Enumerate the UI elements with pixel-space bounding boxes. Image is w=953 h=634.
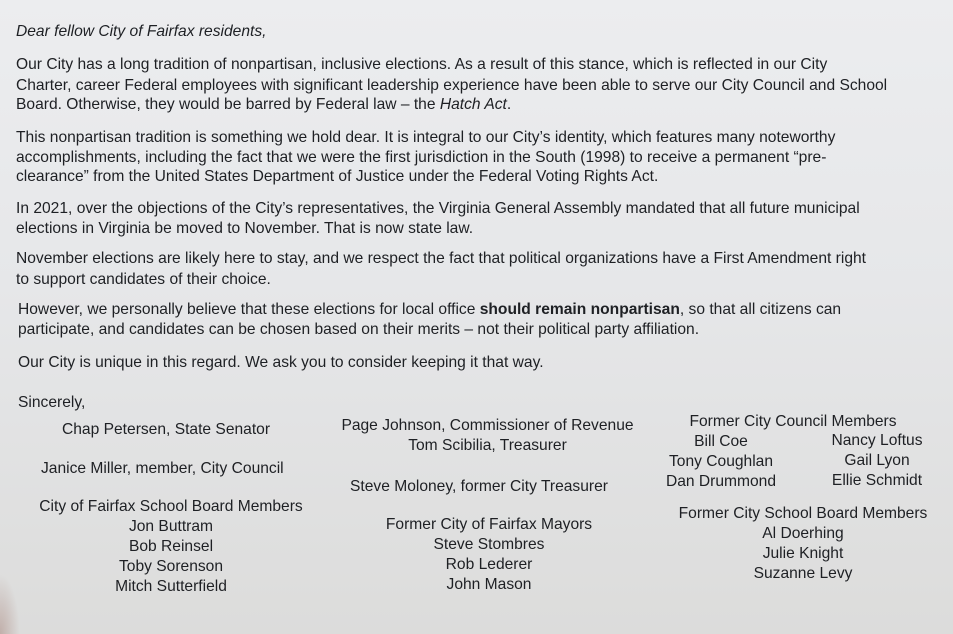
signatory-name: Steve Stombres <box>433 536 545 553</box>
paragraph-6: Our City is unique in this regard. We ask you to consider keeping it that way. <box>18 354 544 371</box>
letter-greeting: Dear fellow City of Fairfax residents, <box>16 23 267 40</box>
signatory-name: Dan Drummond <box>665 473 777 490</box>
paragraph-line: participate, and candidates can be chosen based on their merits – not their political party affiliation. <box>18 321 700 338</box>
paragraph-line: clearance” from the United States Department of Justice under the Federal Voting Rights Act. <box>16 168 659 185</box>
council-right-list <box>824 431 930 491</box>
signatory-name: Bill Coe <box>694 433 748 450</box>
signatory-name: Al Doerhing <box>762 525 844 542</box>
paragraph-line: to support candidates of their choice. <box>16 271 271 288</box>
council-left-list <box>660 432 782 492</box>
mayors-group <box>376 515 602 595</box>
paragraph-line: Our City has a long tradition of nonpartisan, inclusive elections. As a result of this stance, which is reflected in our City <box>16 56 828 73</box>
paragraph-line: In 2021, over the objections of the City’s representatives, the Virginia General Assembly mandated that all future municipal <box>16 200 860 217</box>
signatory-name: Rob Lederer <box>445 556 533 573</box>
signatory-name: Julie Knight <box>762 545 844 562</box>
signatory-name: Gail Lyon <box>844 452 910 469</box>
signatory-petersen: Chap Petersen, State Senator <box>62 421 271 438</box>
signatory-johnson: Page Johnson, Commissioner of Revenue <box>341 417 634 434</box>
closing: Sincerely, <box>18 394 86 411</box>
signatory-name: Ellie Schmidt <box>831 472 923 489</box>
signatory-name: Jon Buttram <box>128 518 214 535</box>
finger-shadow <box>0 574 20 634</box>
paragraph-line: This nonpartisan tradition is something we hold dear. It is integral to our City’s identity, which features many noteworthy <box>16 129 836 146</box>
emphasis-text: should remain nonpartisan <box>479 301 680 318</box>
paragraph-line: However, we personally believe that these elections for local office should remain nonpartisan, so that all citizens can <box>18 301 842 318</box>
signatory-scibilia: Tom Scibilia, Treasurer <box>408 437 567 454</box>
signatory-name: John Mason <box>446 576 532 593</box>
group-header: City of Fairfax School Board Members <box>39 498 303 515</box>
signatory-name: Bob Reinsel <box>128 538 214 555</box>
signatory-name: Tony Coughlan <box>668 453 774 470</box>
school-board-group <box>30 497 312 597</box>
signatory-name: Nancy Loftus <box>831 432 923 449</box>
signatory-miller: Janice Miller, member, City Council <box>41 460 284 477</box>
officers-group <box>340 416 635 456</box>
council-header: Former City Council Members <box>689 413 897 430</box>
group-header: Former City School Board Members <box>678 505 928 522</box>
hatch-act-text: Hatch Act <box>439 96 507 113</box>
paragraph-line: Charter, career Federal employees with significant leadership experience have been able to serve our City Council and School <box>16 77 888 94</box>
signatory-name: Suzanne Levy <box>753 565 853 582</box>
signatory-name: Mitch Sutterfield <box>115 578 227 595</box>
paragraph-line: accomplishments, including the fact that we were the first jurisdiction in the South (1998) to receive a permanent “pre- <box>16 149 827 166</box>
signatory-moloney: Steve Moloney, former City Treasurer <box>350 478 608 495</box>
paragraph-line: Board. Otherwise, they would be barred by Federal law – the Hatch Act. <box>16 96 512 113</box>
former-school-board-group <box>672 504 934 584</box>
signatory-name: Toby Sorenson <box>118 558 224 575</box>
paragraph-line: November elections are likely here to stay, and we respect the fact that political organizations have a First Amendment right <box>16 250 866 267</box>
paragraph-line: elections in Virginia be moved to November. That is now state law. <box>16 220 474 237</box>
group-header: Former City of Fairfax Mayors <box>385 516 593 533</box>
